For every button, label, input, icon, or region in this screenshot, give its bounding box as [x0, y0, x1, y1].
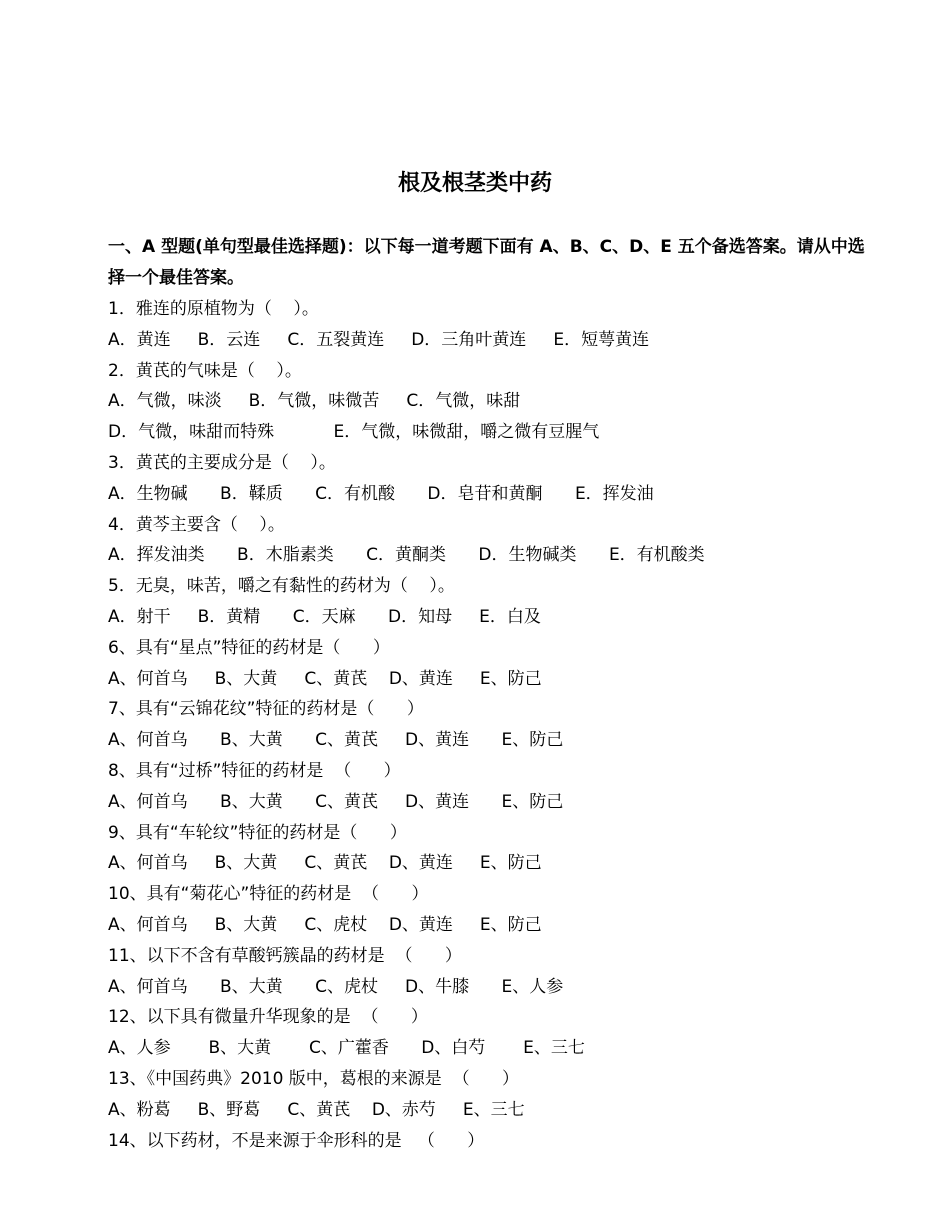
question-stem: 1．雅连的原植物为（ ）。 [108, 299, 319, 319]
answer-options-line: A、何首乌 B、大黄 C、黄芪 D、黄连 E、防己 [108, 668, 542, 689]
question-stem: 10、具有“菊花心”特征的药材是 （ ） [108, 884, 429, 905]
question-stem: 14、以下药材，不是来源于伞形科的是 （ ） [108, 1130, 485, 1151]
question-stem: 6、具有“星点”特征的药材是（ ） [108, 637, 390, 658]
answer-options-line: D．气微，味甜而特殊 E．气微，味微甜，嚼之微有豆腥气 [108, 422, 600, 443]
answer-options-line: A．气微，味淡 B．气微，味微苦 C．气微，味甜 [108, 391, 521, 412]
answer-options-line: A、粉葛 B、野葛 C、黄芪 D、赤芍 E、三七 [108, 1099, 525, 1120]
answer-options-line: A、何首乌 B、大黄 C、黄芪 D、黄连 E、防己 [108, 730, 564, 751]
section-instructions: 一、A 型题(单句型最佳选择题)：以下每一道考题下面有 A、B、C、D、E 五个备选答案。请从中选择一个最佳答案。 [108, 237, 865, 288]
question-stem: 4．黄芩主要含（ ）。 [108, 514, 285, 535]
answer-options-line: A、何首乌 B、大黄 C、黄芪 D、黄连 E、防己 [108, 791, 564, 812]
question-stem: 12、以下具有微量升华现象的是 （ ） [108, 1007, 428, 1028]
question-stem: 3．黄芪的主要成分是（ ）。 [108, 452, 336, 473]
answer-options-line: A．生物碱 B．鞣质 C．有机酸 D．皂苷和黄酮 E．挥发油 [108, 483, 654, 504]
question-stem: 11、以下不含有草酸钙簇晶的药材是 （ ） [108, 945, 462, 966]
question-stem: 13、《中国药典》2010 版中，葛根的来源是 （ ） [108, 1068, 520, 1089]
question-stem: 5．无臭，味苦，嚼之有黏性的药材为（ ）。 [108, 576, 455, 597]
question-stem: 8、具有“过桥”特征的药材是 （ ） [108, 760, 401, 781]
answer-options-line: A、何首乌 B、大黄 C、虎杖 D、牛膝 E、人参 [108, 976, 564, 997]
answer-options-line: A．黄连 B．云连 C．五裂黄连 D．三角叶黄连 E．短萼黄连 [108, 329, 650, 350]
question-list [108, 294, 908, 1156]
answer-options-line: A、人参 B、大黄 C、广藿香 D、白芍 E、三七 [108, 1038, 585, 1059]
document-title: 根及根茎类中药 [397, 171, 552, 196]
answer-options-line: A、何首乌 B、大黄 C、虎杖 D、黄连 E、防己 [108, 914, 542, 935]
answer-options-line: A．挥发油类 B．木脂素类 C．黄酮类 D．生物碱类 E．有机酸类 [108, 545, 705, 566]
question-stem: 2．黄芪的气味是（ ）。 [108, 360, 302, 381]
question-stem: 9、具有“车轮纹”特征的药材是（ ） [108, 822, 407, 843]
question-stem: 7、具有“云锦花纹”特征的药材是（ ） [108, 699, 424, 720]
answer-options-line: A、何首乌 B、大黄 C、黄芪 D、黄连 E、防己 [108, 853, 542, 874]
answer-options-line: A．射干 B．黄精 C．天麻 D．知母 E．白及 [108, 606, 541, 627]
